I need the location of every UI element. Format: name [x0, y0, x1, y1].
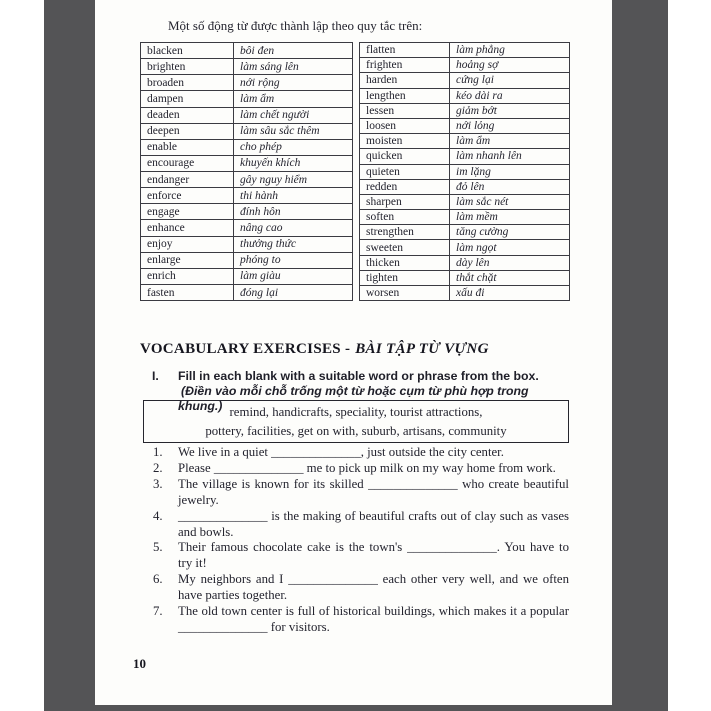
meaning-cell: làm chết người	[234, 107, 353, 123]
exercise-item	[153, 572, 569, 604]
verb-cell: dampen	[141, 91, 234, 107]
verb-cell: endanger	[141, 172, 234, 188]
verb-tables	[140, 42, 570, 301]
meaning-cell: thi hành	[234, 188, 353, 204]
exercise-item	[153, 461, 569, 477]
verb-row	[141, 220, 353, 236]
verb-cell: quicken	[360, 149, 450, 164]
verb-cell: flatten	[360, 43, 450, 58]
meaning-cell: dày lên	[450, 255, 570, 270]
verb-cell: enhance	[141, 220, 234, 236]
verb-row	[360, 270, 570, 285]
verb-cell: sharpen	[360, 194, 450, 209]
verb-cell: deepen	[141, 123, 234, 139]
meaning-cell: im lặng	[450, 164, 570, 179]
word-box	[143, 400, 569, 443]
verb-row	[360, 179, 570, 194]
item-text: My neighbors and I ______________ each other very well, and we often have parties together.	[178, 572, 569, 603]
meaning-cell: xấu đi	[450, 286, 570, 301]
verb-cell: lessen	[360, 103, 450, 118]
meaning-cell: khuyến khích	[234, 155, 353, 171]
item-number: 3.	[153, 476, 163, 491]
verb-cell: lengthen	[360, 88, 450, 103]
verb-row	[141, 236, 353, 252]
meaning-cell: làm sáng lên	[234, 59, 353, 75]
intro-note: Một số động từ được thành lập theo quy tắc trên:	[168, 18, 423, 33]
exercise-item	[153, 477, 569, 509]
verb-row	[360, 210, 570, 225]
verb-row	[141, 204, 353, 220]
verb-row	[360, 73, 570, 88]
verb-row	[360, 255, 570, 270]
verb-row	[141, 188, 353, 204]
word-box-line: pottery, facilities, get on with, suburb, artisans, community	[205, 424, 507, 438]
verb-row	[360, 149, 570, 164]
verb-row	[360, 164, 570, 179]
verb-cell: engage	[141, 204, 234, 220]
verb-row	[360, 58, 570, 73]
verb-row	[360, 88, 570, 103]
meaning-cell: nâng cao	[234, 220, 353, 236]
verb-table-left	[140, 42, 353, 301]
exercise-item	[153, 445, 569, 461]
verb-cell: encourage	[141, 155, 234, 171]
meaning-cell: làm nhanh lên	[450, 149, 570, 164]
verb-row	[141, 252, 353, 268]
verb-cell: fasten	[141, 284, 234, 300]
item-text: The village is known for its skilled ______________ who create beautiful jewelry.	[178, 476, 569, 507]
exercise-item	[153, 604, 569, 636]
verb-cell: redden	[360, 179, 450, 194]
page-number: 10	[133, 656, 146, 671]
meaning-cell: bôi đen	[234, 43, 353, 59]
exercise-item	[153, 509, 569, 541]
meaning-cell: nới rộng	[234, 75, 353, 91]
instruction-en: Fill in each blank with a suitable word or phrase from the box.	[178, 369, 539, 383]
verb-cell: blacken	[141, 43, 234, 59]
verb-row	[141, 268, 353, 284]
meaning-cell: gây nguy hiểm	[234, 172, 353, 188]
item-number: 4.	[153, 508, 163, 523]
meaning-cell: làm sâu sắc thêm	[234, 123, 353, 139]
verb-row	[141, 107, 353, 123]
verb-row	[141, 91, 353, 107]
verb-cell: moisten	[360, 134, 450, 149]
verb-row	[141, 172, 353, 188]
item-text: The old town center is full of historical buildings, which makes it a popular ______________ for visitors.	[178, 604, 569, 634]
exercise-item	[153, 540, 569, 572]
item-text: Please ______________ me to pick up milk on my way home from work.	[178, 460, 556, 475]
meaning-cell: làm sắc nét	[450, 194, 570, 209]
verb-cell: enable	[141, 139, 234, 155]
meaning-cell: hoảng sợ	[450, 58, 570, 73]
verb-cell: enlarge	[141, 252, 234, 268]
meaning-cell: kéo dài ra	[450, 88, 570, 103]
meaning-cell: thưởng thức	[234, 236, 353, 252]
item-text: We live in a quiet ______________, just outside the city center.	[178, 445, 504, 459]
verb-cell: brighten	[141, 59, 234, 75]
verb-row	[360, 103, 570, 118]
section-heading	[140, 341, 489, 358]
verb-row	[141, 59, 353, 75]
meaning-cell: cho phép	[234, 139, 353, 155]
verb-row	[141, 155, 353, 171]
verb-row	[141, 284, 353, 300]
item-number: 7.	[153, 604, 163, 619]
verb-row	[141, 75, 353, 91]
item-text: Their famous chocolate cake is the town's ______________. You have to try it!	[178, 540, 569, 571]
meaning-cell: đính hôn	[234, 204, 353, 220]
verb-cell: harden	[360, 73, 450, 88]
verb-row	[141, 139, 353, 155]
meaning-cell: làm giàu	[234, 268, 353, 284]
item-number: 2.	[153, 460, 163, 475]
meaning-cell: làm phẳng	[450, 43, 570, 58]
meaning-cell: làm ẩm	[450, 134, 570, 149]
section-heading-vi: BÀI TẬP TỪ VỰNG	[355, 341, 489, 357]
verb-cell: sweeten	[360, 240, 450, 255]
verb-cell: strengthen	[360, 225, 450, 240]
book-page	[95, 0, 612, 705]
section-heading-en: VOCABULARY EXERCISES -	[140, 341, 351, 357]
verb-row	[360, 240, 570, 255]
meaning-cell: thắt chặt	[450, 270, 570, 285]
verb-cell: frighten	[360, 58, 450, 73]
item-number: 6.	[153, 572, 163, 587]
verb-row	[360, 43, 570, 58]
verb-cell: loosen	[360, 118, 450, 133]
verb-row	[360, 286, 570, 301]
meaning-cell: làm mềm	[450, 210, 570, 225]
verb-row	[360, 225, 570, 240]
verb-cell: thicken	[360, 255, 450, 270]
meaning-cell: tăng cường	[450, 225, 570, 240]
verb-row	[141, 43, 353, 59]
verb-cell: enrich	[141, 268, 234, 284]
exercise-number: I.	[152, 369, 159, 383]
meaning-cell: làm ẩm	[234, 91, 353, 107]
verb-cell: soften	[360, 210, 450, 225]
item-text: ______________ is the making of beautiful crafts out of clay such as vases and bowls.	[178, 508, 569, 539]
verb-cell: quieten	[360, 164, 450, 179]
verb-cell: enforce	[141, 188, 234, 204]
verb-table-right	[359, 42, 570, 301]
verb-cell: enjoy	[141, 236, 234, 252]
verb-cell: deaden	[141, 107, 234, 123]
verb-row	[141, 123, 353, 139]
meaning-cell: đóng lại	[234, 284, 353, 300]
word-box-line: remind, handicrafts, speciality, tourist attractions,	[229, 405, 483, 419]
exercise-items	[153, 445, 569, 636]
meaning-cell: đỏ lên	[450, 179, 570, 194]
meaning-cell: giảm bớt	[450, 103, 570, 118]
meaning-cell: phóng to	[234, 252, 353, 268]
item-number: 1.	[153, 445, 163, 459]
meaning-cell: cứng lại	[450, 73, 570, 88]
verb-cell: broaden	[141, 75, 234, 91]
verb-cell: tighten	[360, 270, 450, 285]
verb-row	[360, 118, 570, 133]
meaning-cell: nới lỏng	[450, 118, 570, 133]
verb-row	[360, 134, 570, 149]
verb-row	[360, 194, 570, 209]
item-number: 5.	[153, 540, 163, 555]
instruction-vi: (Điền vào mỗi chỗ trống một từ hoặc cụm từ phù hợp trong khung.)	[178, 384, 529, 413]
verb-cell: worsen	[360, 286, 450, 301]
meaning-cell: làm ngọt	[450, 240, 570, 255]
